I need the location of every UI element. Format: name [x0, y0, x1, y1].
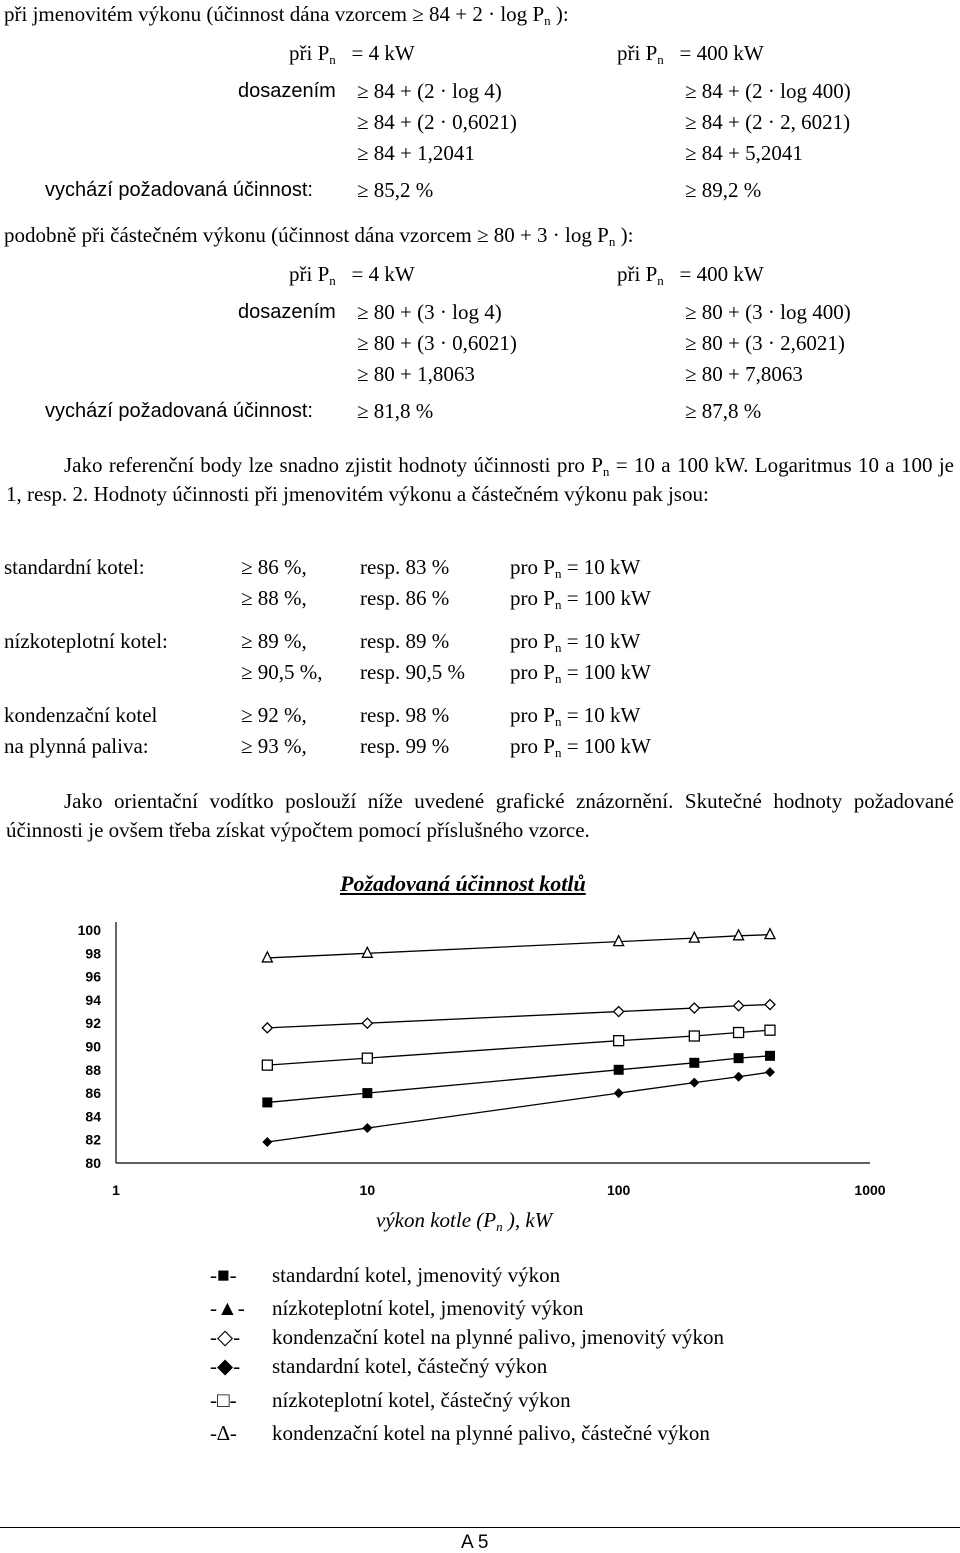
- data-point-square-filled: [734, 1053, 744, 1063]
- data-point-triangle-open: [734, 930, 744, 940]
- legend-text: kondenzační kotel na plynné palivo, jmenovitý výkon: [272, 1325, 724, 1349]
- legend-text: nízkoteplotní kotel, částečný výkon: [272, 1388, 571, 1412]
- legend-symbol-triangle-open: -∆-: [210, 1421, 237, 1445]
- value-nominal: ≥ 90,5 %,: [241, 660, 323, 684]
- label-vychazi: vychází požadovaná účinnost:: [45, 400, 313, 422]
- page-number: A 5: [461, 1532, 489, 1553]
- footer-rule: [0, 1527, 960, 1528]
- calc-line: ≥ 84 + (2 · log 4): [357, 79, 502, 103]
- data-point-diamond-open: [765, 1000, 775, 1010]
- y-tick-label: 82: [85, 1131, 101, 1148]
- legend-text: standardní kotel, jmenovitý výkon: [272, 1263, 561, 1287]
- calc-line: ≥ 84 + 5,2041: [685, 141, 803, 165]
- y-tick-label: 80: [85, 1155, 101, 1171]
- calc-result: ≥ 87,8 %: [685, 399, 762, 423]
- label-vychazi: vychází požadovaná účinnost:: [45, 179, 313, 201]
- x-tick-label: 1: [112, 1182, 120, 1198]
- data-point-diamond-filled: [362, 1123, 372, 1133]
- chart-axes: [78, 922, 886, 1198]
- data-point-diamond-open: [262, 1023, 272, 1033]
- data-point-square-open: [362, 1053, 372, 1063]
- value-nominal: ≥ 86 %,: [241, 555, 307, 579]
- paragraph-orientation: Jako orientační vodítko poslouží níže uvedené grafické znázornění. Skutečné hodnoty požadované účinnosti je ovšem třeba získat výpočtem pomocí příslušného vzorce.: [6, 789, 954, 842]
- intro-nominal: při jmenovitém výkonu (účinnost dána vzorcem ≥ $84 + 2 \cdot \log P_n$ ):: [4, 2, 569, 28]
- value-nominal: ≥ 88 %,: [241, 586, 307, 610]
- calc-line: ≥ 84 + (2 · 2, 6021): [685, 110, 851, 134]
- group-label: nízkoteplotní kotel:: [4, 629, 168, 653]
- legend-symbol-square-filled: -■-: [210, 1263, 237, 1287]
- calc-line: ≥ 80 + (3 · 0,6021): [357, 331, 517, 355]
- y-tick-label: 96: [85, 968, 101, 985]
- calc-line: ≥ 80 + 7,8063: [685, 362, 803, 386]
- data-point-diamond-filled: [689, 1078, 699, 1088]
- data-point-triangle-open: [689, 932, 699, 942]
- y-tick-label: 100: [77, 922, 101, 938]
- data-point-square-open: [262, 1060, 272, 1070]
- value-partial: resp. 86 %: [360, 586, 450, 610]
- chart-marks: [262, 929, 775, 1147]
- data-point-diamond-open: [689, 1003, 699, 1013]
- calc-line: ≥ 84 + (2 · log 400): [685, 79, 851, 103]
- efficiency-chart: [0, 900, 960, 1210]
- data-point-square-open: [734, 1028, 744, 1038]
- calc-line: ≥ 84 + (2 · 0,6021): [357, 110, 517, 134]
- data-point-square-filled: [765, 1051, 775, 1061]
- data-point-triangle-open: [765, 929, 775, 939]
- data-point-square-filled: [262, 1097, 272, 1107]
- group-label-line2: na plynná paliva:: [4, 734, 149, 758]
- data-point-diamond-filled: [614, 1088, 624, 1098]
- group-label: kondenzační kotel: [4, 703, 158, 727]
- y-tick-label: 84: [85, 1108, 101, 1125]
- x-tick-label: 1000: [854, 1182, 886, 1198]
- data-point-diamond-open: [734, 1001, 744, 1011]
- value-nominal: ≥ 93 %,: [241, 734, 307, 758]
- value-power: pro $P_n = 10$ kW: [510, 703, 641, 729]
- col2-header: při $P_n$ = 400 kW: [617, 41, 764, 67]
- data-point-triangle-open: [614, 936, 624, 946]
- calc-result: ≥ 85,2 %: [357, 178, 434, 202]
- group-label: standardní kotel:: [4, 555, 145, 579]
- calc-line: ≥ 84 + 1,2041: [357, 141, 475, 165]
- label-dosazenim: dosazením: [238, 301, 336, 323]
- label-dosazenim: dosazením: [238, 80, 336, 102]
- col1-header: při $P_n$ = 4 kW: [289, 262, 415, 288]
- value-nominal: ≥ 89 %,: [241, 629, 307, 653]
- value-partial: resp. 89 %: [360, 629, 450, 653]
- intro-partial: podobně při částečném výkonu (účinnost dána vzorcem ≥ $80 + 3 \cdot \log P_n$ ):: [4, 223, 634, 249]
- chart-title: Požadovaná účinnost kotlů: [340, 871, 586, 896]
- y-tick-label: 98: [85, 945, 101, 962]
- data-point-diamond-filled: [734, 1072, 744, 1082]
- value-nominal: ≥ 92 %,: [241, 703, 307, 727]
- calc-line: ≥ 80 + (3 · log 4): [357, 300, 502, 324]
- data-point-square-open: [614, 1036, 624, 1046]
- data-point-triangle-open: [262, 952, 272, 962]
- y-tick-label: 88: [85, 1061, 101, 1078]
- data-point-diamond-filled: [262, 1137, 272, 1147]
- paragraph-reference-points: Jako referenční body lze snadno zjistit hodnoty účinnosti pro $P_n = 10$ a 100 kW. Logaritmus 10 a 100 je 1, resp. 2. Hodnoty účinnosti při jmenovitém výkonu a částečném výkonu pak jsou:: [6, 453, 954, 506]
- value-power: pro $P_n = 100$ kW: [510, 586, 651, 612]
- calc-line: ≥ 80 + 1,8063: [357, 362, 475, 386]
- calc-line: ≥ 80 + (3 · log 400): [685, 300, 851, 324]
- calc-result: ≥ 81,8 %: [357, 399, 434, 423]
- y-tick-label: 86: [85, 1085, 101, 1102]
- data-point-square-filled: [614, 1065, 624, 1075]
- value-partial: resp. 83 %: [360, 555, 450, 579]
- legend-symbol-square-open: -□-: [210, 1388, 237, 1412]
- value-partial: resp. 90,5 %: [360, 660, 465, 684]
- data-point-square-filled: [689, 1058, 699, 1068]
- y-tick-label: 92: [85, 1015, 101, 1032]
- col2-header: při $P_n$ = 400 kW: [617, 262, 764, 288]
- y-tick-label: 94: [85, 991, 101, 1008]
- value-power: pro $P_n = 100$ kW: [510, 660, 651, 686]
- data-point-diamond-open: [614, 1007, 624, 1017]
- value-power: pro $P_n = 10$ kW: [510, 629, 641, 655]
- data-point-square-open: [765, 1025, 775, 1035]
- legend-text: nízkoteplotní kotel, jmenovitý výkon: [272, 1296, 584, 1320]
- legend-symbol-diamond-open: -◇-: [210, 1325, 241, 1349]
- legend-text: standardní kotel, částečný výkon: [272, 1354, 548, 1378]
- chart-x-label: výkon kotle ($P_n$ ), kW: [376, 1208, 553, 1234]
- legend-text: kondenzační kotel na plynné palivo, částečné výkon: [272, 1421, 710, 1445]
- data-point-square-filled: [362, 1088, 372, 1098]
- data-point-diamond-filled: [765, 1067, 775, 1077]
- data-point-square-open: [689, 1031, 699, 1041]
- data-point-diamond-open: [362, 1018, 372, 1028]
- value-partial: resp. 98 %: [360, 703, 450, 727]
- value-power: pro $P_n = 100$ kW: [510, 734, 651, 760]
- value-partial: resp. 99 %: [360, 734, 450, 758]
- value-power: pro $P_n = 10$ kW: [510, 555, 641, 581]
- col1-header: při $P_n$ = 4 kW: [289, 41, 415, 67]
- x-tick-label: 100: [606, 1182, 631, 1198]
- x-tick-label: 10: [359, 1182, 376, 1198]
- y-tick-label: 90: [85, 1038, 101, 1055]
- calc-line: ≥ 80 + (3 · 2,6021): [685, 331, 845, 355]
- data-point-triangle-open: [362, 947, 372, 957]
- legend-symbol-diamond-filled: -◆-: [210, 1354, 241, 1378]
- legend-symbol-triangle-filled: -▲-: [210, 1296, 245, 1320]
- calc-result: ≥ 89,2 %: [685, 178, 762, 202]
